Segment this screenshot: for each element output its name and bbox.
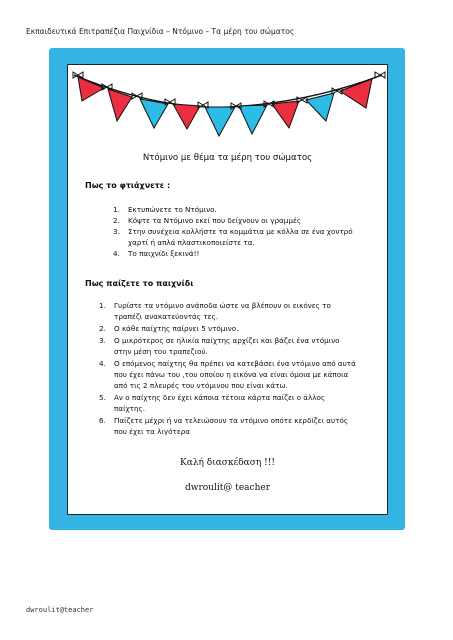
flag-blue (306, 93, 334, 121)
play-steps-list (99, 300, 357, 437)
flag-blue (205, 107, 235, 136)
page-header: Εκπαιδευτικά Επιτραπέζια Παιχνίδια – Ντόμινο – Τα μέρη του σώματος (26, 27, 295, 36)
flag-red (340, 79, 372, 108)
list-item: 2. Κόψτε τα Ντόμινο εκεί που δείχνουν οι γραμμές (113, 216, 302, 225)
flag-blue (140, 99, 168, 128)
list-item: 3. Ο μικρότερος σε ηλικία παίχτης αρχίζει και βάζει ένα ντόμινο στην μέση του τραπεζιού. (99, 336, 340, 356)
list-item: 5. Αν ο παίχτης δεν έχει κάποια τέτοια κάρτα παίζει ο άλλος παίχτης. (99, 393, 326, 413)
flag-blue (239, 105, 267, 134)
list-item: 4. Το παιχνίδι ξεκινά!! (113, 249, 200, 258)
make-heading: Πως το φτιάχνετε : (85, 181, 171, 190)
document-title: Ντόμινο με θέμα τα μέρη του σώματος (142, 153, 313, 163)
signature: dwroulit@ teacher (185, 483, 270, 493)
list-item: 2. Ο κάθε παίχτης παίρνει 5 ντόμινο. (99, 324, 239, 333)
list-item: 1. Εκτυπώνετε το Ντόμινο. (113, 205, 217, 214)
flag-red (272, 101, 299, 128)
make-steps-list (113, 204, 373, 259)
flag-red (78, 77, 104, 101)
list-item: 3. Στην συνέχεια κολλήστε τα κομμάτια με κόλλα σε ένα χοντρό χαρτί ή απλά πλαστικοποιείστε τα. (113, 227, 353, 247)
page-footer: dwroulit@teacher (26, 606, 94, 614)
flag-red (173, 104, 200, 129)
list-item: 4. Ο επόμενος παίχτης θα πρέπει να κατεβάσει ένα ντόμινο από αυτά που έχει πάνω του ,του οποίου η εικόνα να είναι όμοια με κάποια από τις 2 πλευρές του ντόμινου που είναι κάτω. (99, 359, 356, 390)
play-heading: Πως παίζετε το παιχνίδι (85, 279, 194, 288)
closing-wish: Καλή διασκέδαση !!! (180, 458, 275, 468)
list-item: 1. Γυρίστε τα ντόμινο ανάποδα ώστε να βλέπουν οι εικόνες το τραπέζι ανακατεύοντάς τες. (99, 301, 331, 321)
content-card (67, 64, 388, 515)
bunting-decoration (68, 65, 387, 150)
list-item: 6. Παίζετε μέχρι ή να τελειώσουν τα ντόμινο οπότε κερδίζει αυτός που έχει τα λιγότερα (99, 416, 349, 436)
